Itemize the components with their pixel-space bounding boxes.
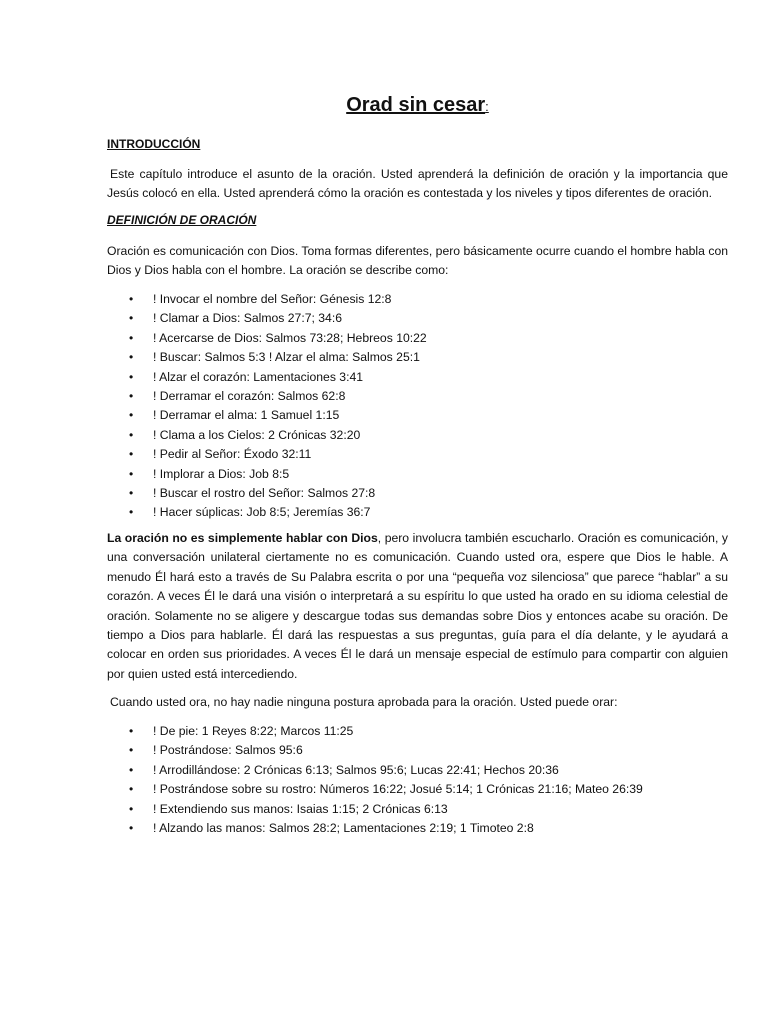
bullet-icon: • <box>129 369 134 384</box>
bullet-icon: • <box>129 801 134 816</box>
list-item <box>107 290 427 309</box>
title-text: Orad sin cesar <box>346 94 486 116</box>
bullet-icon: • <box>129 292 134 306</box>
bullet-icon: • <box>129 388 134 403</box>
list-item <box>107 309 427 328</box>
page-title <box>107 94 728 117</box>
bullet-icon: • <box>129 820 134 835</box>
list-item <box>107 503 427 522</box>
list-item <box>107 722 643 741</box>
bullet-icon: • <box>129 485 134 500</box>
listening-paragraph <box>107 529 728 684</box>
list-item-text: ! Postrándose sobre su rostro: Números 16:22; Josué 5:14; 1 Crónicas 21:16; Mateo 26:39 <box>153 782 643 797</box>
definition-paragraph: Oración es comunicación con Dios. Toma formas diferentes, pero básicamente ocurre cuando el hombre habla con Dios y Dios habla con el hombre. La oración se describe como: <box>107 244 728 278</box>
intro-heading: INTRODUCCIÓN <box>107 137 201 151</box>
list-item-text: ! Arrodillándose: 2 Crónicas 6:13; Salmos 95:6; Lucas 22:41; Hechos 20:36 <box>153 762 559 777</box>
listening-lead: La oración no es simplemente hablar con Dios <box>107 531 378 545</box>
list-item-text: ! Clama a los Cielos: 2 Crónicas 32:20 <box>153 427 361 442</box>
listening-body: , pero involucra también escucharlo. Oración es comunicación, y una conversación unilateral ciertamente no es comunicación. Cuando usted ora, espere que Dios le hable. A menudo Él hará esto a través de Su Palabra escrita o por una “pequeña voz silenciosa” que parece “hablar” a su corazón. A veces Él le dará una visión o interpretará a su espíritu lo que usted ha orado en su idioma celestial de oración. Solamente no se aligere y descargue todas sus demandas sobre Dios y entonces acabe su oración. De tiempo a Dios para hablarle. Él dará las respuestas a sus preguntas, guía para el día delante, y le ayudará a colocar en orden sus prioridades. A veces Él le dará un mensaje especial de estímulo para compartir con alguien por quien usted está intercediendo. <box>107 531 728 681</box>
bullet-icon: • <box>129 447 134 462</box>
bullet-icon: • <box>129 505 134 520</box>
list-item <box>107 426 427 445</box>
list-item <box>107 741 643 760</box>
postures-list <box>107 722 643 838</box>
list-item-text: ! Alzar el corazón: Lamentaciones 3:41 <box>153 369 364 384</box>
list-item-text: ! Clamar a Dios: Salmos 27:7; 34:6 <box>153 311 342 326</box>
list-item <box>107 761 643 780</box>
list-item <box>107 484 427 503</box>
list-item <box>107 406 427 425</box>
list-item-text: ! Implorar a Dios: Job 8:5 <box>153 466 290 481</box>
list-item <box>107 780 643 799</box>
bullet-icon: • <box>129 782 134 797</box>
list-item-text: ! Alzando las manos: Salmos 28:2; Lamentaciones 2:19; 1 Timoteo 2:8 <box>153 820 534 835</box>
list-item-text: ! Derramar el alma: 1 Samuel 1:15 <box>153 408 340 423</box>
list-item <box>107 387 427 406</box>
list-item-text: ! Invocar el nombre del Señor: Génesis 12:8 <box>153 292 392 306</box>
list-item-text: ! Pedir al Señor: Éxodo 32:11 <box>153 447 312 462</box>
list-item-text: ! Postrándose: Salmos 95:6 <box>153 743 303 758</box>
list-item <box>107 465 427 484</box>
bullet-icon: • <box>129 311 134 326</box>
list-item <box>107 348 427 367</box>
bullet-icon: • <box>129 466 134 481</box>
list-item-text: ! Hacer súplicas: Job 8:5; Jeremías 36:7 <box>153 505 371 520</box>
bullet-icon: • <box>129 330 134 345</box>
bullet-icon: • <box>129 743 134 758</box>
definition-heading: DEFINICIÓN DE ORACIÓN <box>107 213 257 227</box>
list-item <box>107 329 427 348</box>
intro-paragraph: Este capítulo introduce el asunto de la oración. Usted aprenderá la definición de oración y la importancia que Jesús colocó en ella. Usted aprenderá cómo la oración es contestada y los niveles y tipos diferentes de oración. <box>107 167 728 201</box>
title-punctuation: : <box>485 99 489 114</box>
list-item <box>107 368 427 387</box>
list-item <box>107 445 427 464</box>
list-item-text: ! De pie: 1 Reyes 8:22; Marcos 11:25 <box>153 724 354 738</box>
list-item-text: ! Buscar el rostro del Señor: Salmos 27:8 <box>153 485 376 500</box>
bullet-icon: • <box>129 762 134 777</box>
descriptions-list <box>107 290 427 523</box>
bullet-icon: • <box>129 427 134 442</box>
list-item-text: ! Extendiendo sus manos: Isaias 1:15; 2 Crónicas 6:13 <box>153 801 448 816</box>
bullet-icon: • <box>129 350 134 365</box>
posture-paragraph: Cuando usted ora, no hay nadie ninguna postura aprobada para la oración. Usted puede orar: <box>110 695 618 709</box>
list-item-text: ! Derramar el corazón: Salmos 62:8 <box>153 388 346 403</box>
list-item-text: ! Acercarse de Dios: Salmos 73:28; Hebreos 10:22 <box>153 330 427 345</box>
list-item <box>107 800 643 819</box>
list-item-text: ! Buscar: Salmos 5:3 ! Alzar el alma: Salmos 25:1 <box>153 350 420 365</box>
bullet-icon: • <box>129 724 134 738</box>
list-item <box>107 819 643 838</box>
bullet-icon: • <box>129 408 134 423</box>
